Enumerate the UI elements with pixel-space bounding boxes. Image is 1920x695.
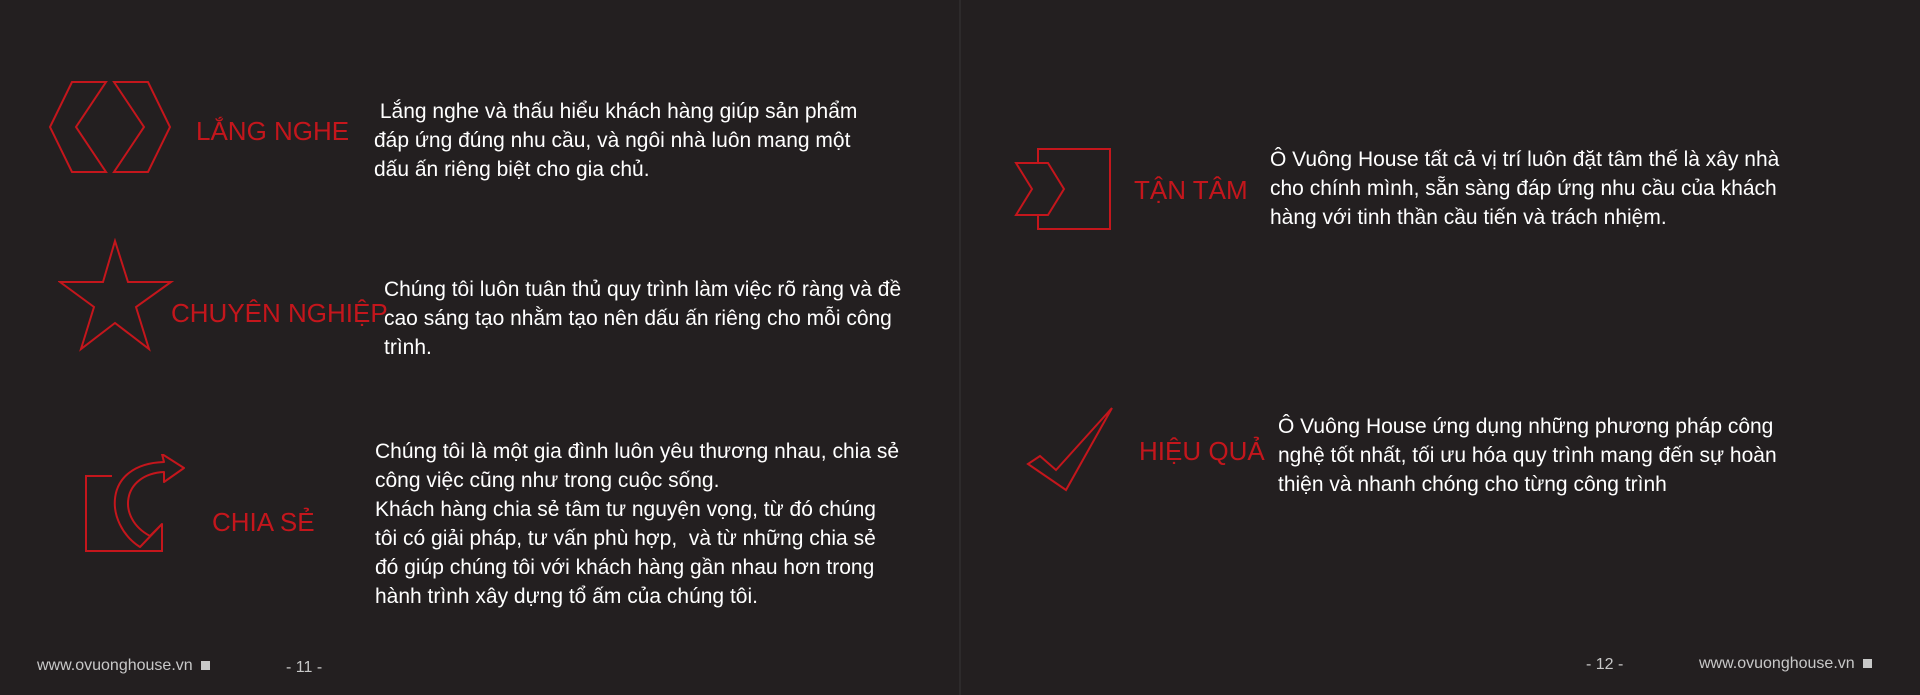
text-line: trình.	[384, 336, 432, 359]
section-title-tan-tam: TẬN TÂM	[1134, 175, 1248, 205]
square-bullet-icon	[201, 661, 210, 670]
section-text-tan-tam	[1270, 145, 1779, 232]
square-bullet-icon	[1863, 659, 1872, 668]
checkmark-icon	[1026, 406, 1116, 492]
section-text-lang-nghe	[374, 97, 857, 184]
section-title-chuyen-nghiep: CHUYÊN NGHIỆP	[171, 298, 388, 328]
footer-url[interactable]	[1699, 655, 1872, 673]
section-text-hieu-qua	[1278, 412, 1777, 499]
chevrons-icon	[48, 80, 174, 174]
section-text-chuyen-nghiep	[384, 275, 901, 362]
text-line: tôi có giải pháp, tư vấn phù hợp, và từ những chia sẻ	[375, 527, 876, 550]
text-line: cho chính mình, sẵn sàng đáp ứng nhu cầu của khách	[1270, 177, 1777, 200]
footer-url[interactable]	[37, 657, 210, 675]
footer-url-text: www.ovuonghouse.vn	[1699, 655, 1855, 672]
text-line: đó giúp chúng tôi với khách hàng gần nhau hơn trong	[375, 556, 875, 579]
section-title-lang-nghe: LẮNG NGHE	[196, 116, 350, 146]
square-arrow-icon	[1014, 147, 1112, 231]
text-line: thiện và nhanh chóng cho từng công trình	[1278, 473, 1667, 496]
right-page	[961, 0, 1920, 695]
page-number: - 11 -	[286, 659, 323, 676]
text-line: Ô Vuông House ứng dụng những phương pháp công	[1278, 415, 1774, 438]
share-arrow-icon	[84, 454, 190, 554]
text-line: Lắng nghe và thấu hiểu khách hàng giúp sản phẩm	[374, 100, 858, 123]
text-line: hàng với tinh thần cầu tiến và trách nhiệm.	[1270, 206, 1667, 229]
text-line: công việc cũng như trong cuộc sống.	[375, 469, 720, 492]
text-line: Khách hàng chia sẻ tâm tư nguyện vọng, từ đó chúng	[375, 498, 876, 521]
text-line: Chúng tôi là một gia đình luôn yêu thương nhau, chia sẻ	[375, 440, 900, 463]
text-line: đáp ứng đúng nhu cầu, và ngôi nhà luôn mang một	[374, 129, 851, 152]
section-text-chia-se	[375, 437, 899, 611]
text-line: cao sáng tạo nhằm tạo nên dấu ấn riêng cho mỗi công	[384, 307, 892, 330]
text-line: Chúng tôi luôn tuân thủ quy trình làm việc rõ ràng và đề	[384, 278, 902, 301]
section-title-chia-se: CHIA SẺ	[212, 507, 315, 537]
page-number: - 12 -	[1586, 656, 1624, 673]
footer-url-text: www.ovuonghouse.vn	[37, 657, 193, 674]
text-line: hành trình xây dựng tổ ấm của chúng tôi.	[375, 585, 758, 608]
left-page	[0, 0, 959, 695]
star-icon	[58, 238, 174, 352]
text-line: dấu ấn riêng biệt cho gia chủ.	[374, 158, 650, 181]
text-line: nghệ tốt nhất, tối ưu hóa quy trình mang đến sự hoàn	[1278, 444, 1777, 467]
text-line: Ô Vuông House tất cả vị trí luôn đặt tâm thế là xây nhà	[1270, 148, 1780, 171]
section-title-hieu-qua: HIỆU QUẢ	[1139, 436, 1265, 466]
